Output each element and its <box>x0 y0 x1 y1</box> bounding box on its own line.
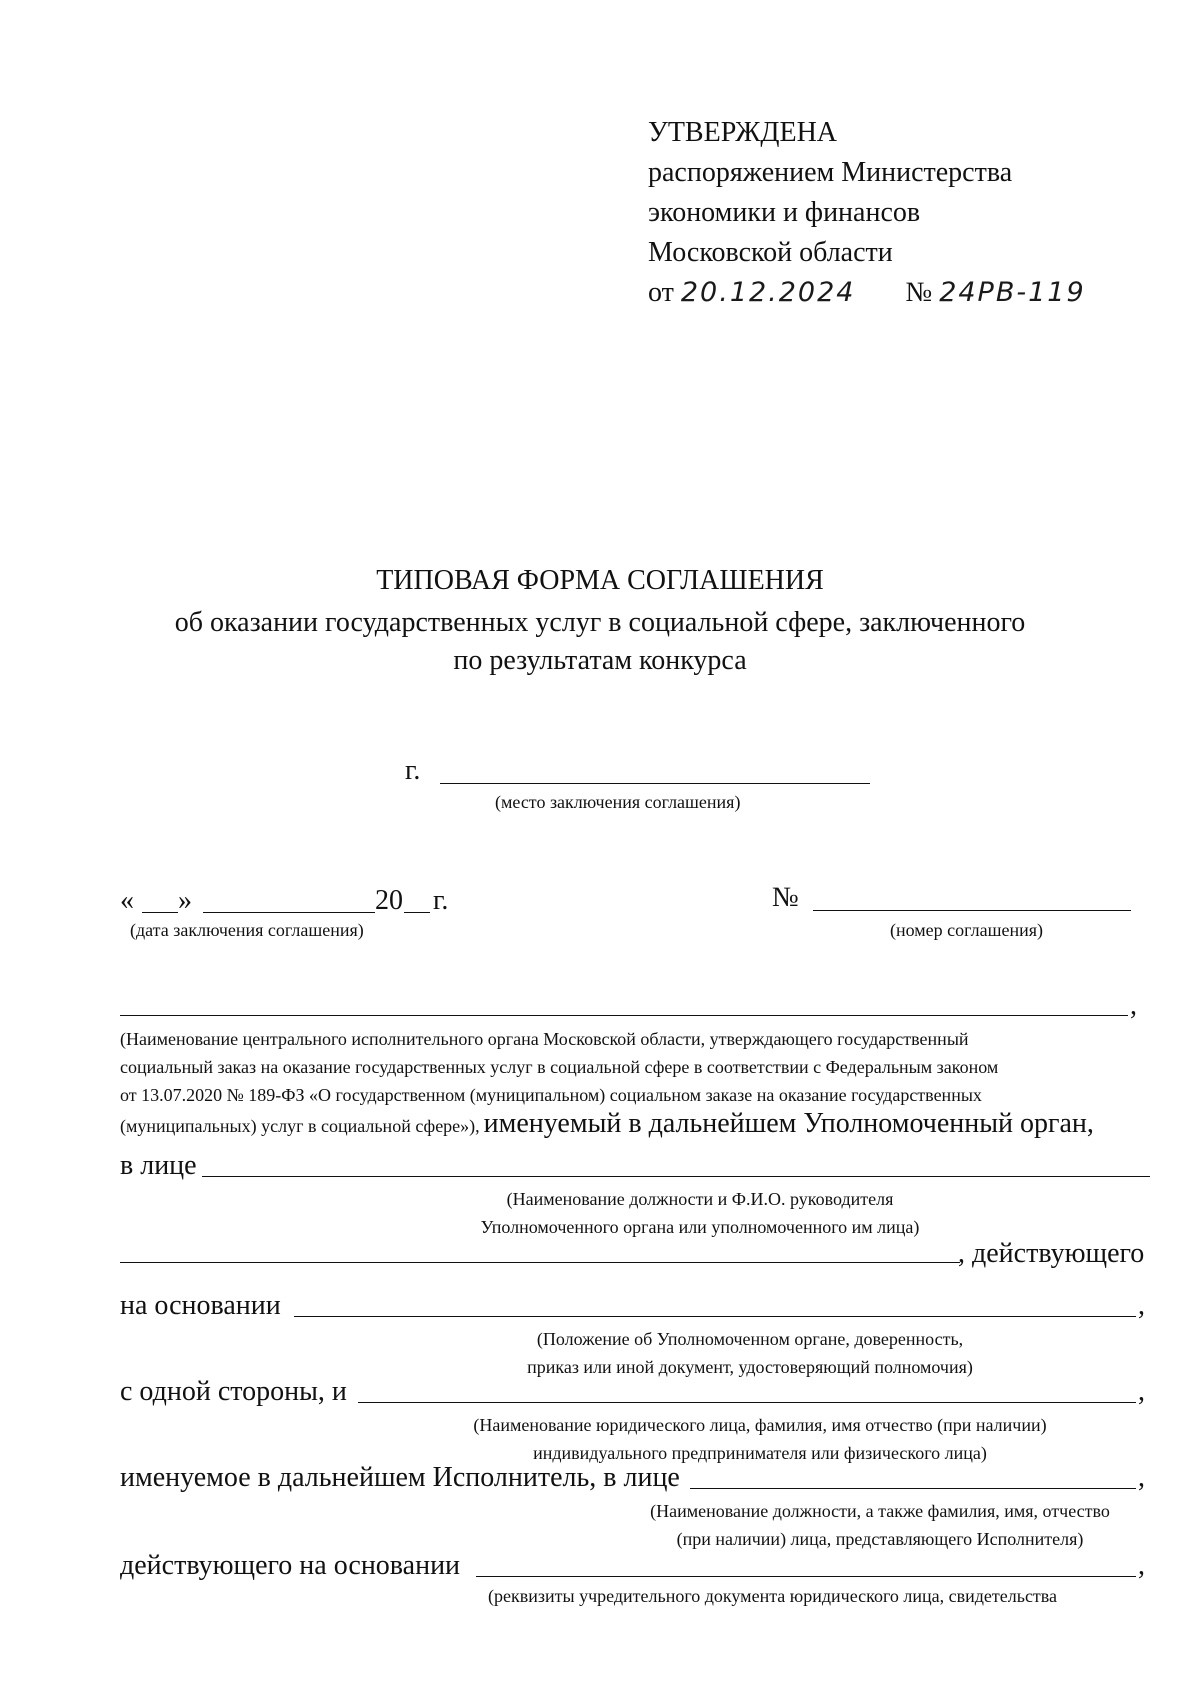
approval-heading: УТВЕРЖДЕНА <box>648 117 838 148</box>
party-note-line: (Наименование юридического лица, фамилия, имя отчество (при наличии) <box>473 1415 1047 1435</box>
handwritten-number: 24РВ-119 <box>939 277 1086 308</box>
date-open-quote: « <box>120 885 134 916</box>
basis-note <box>450 1325 1050 1381</box>
year-suffix: г. <box>433 885 449 916</box>
year-field-line[interactable] <box>404 912 430 913</box>
approval-line: распоряжением Министерства <box>648 157 1013 188</box>
v-litse-label: в лице <box>120 1150 197 1181</box>
authorized-body-text: именуемый в дальнейшем Уполномоченный орган, <box>483 1108 1094 1139</box>
comma: , <box>1130 990 1137 1021</box>
approval-date-line <box>648 273 1086 313</box>
executor-basis-field-line[interactable] <box>476 1576 1136 1577</box>
exec-note-line: (при наличии) лица, представляющего Исполнителя) <box>676 1529 1084 1549</box>
year-prefix: 20 <box>375 885 403 916</box>
acting-label: , действующего <box>958 1238 1145 1269</box>
organ-note <box>120 1025 1152 1109</box>
document-subtitle: по результатам конкурса <box>453 645 747 676</box>
one-side-label: с одной стороны, и <box>120 1376 347 1407</box>
approval-block <box>648 113 1086 313</box>
date-prefix: от <box>648 277 674 308</box>
date-close-quote: » <box>178 885 192 916</box>
docs-note: (реквизиты учредительного документа юридического лица, свидетельства <box>488 1586 1058 1606</box>
organ-note-tail: (муниципальных) услуг в социальной сфере»), <box>120 1116 480 1136</box>
party-note-line: индивидуального предпринимателя или физического лица) <box>533 1443 987 1463</box>
approval-line: экономики и финансов <box>648 197 921 228</box>
number-prefix: № <box>905 277 933 308</box>
place-caption: (место заключения соглашения) <box>495 792 741 812</box>
basis-field-line[interactable] <box>294 1316 1136 1317</box>
number-sign: № <box>772 882 799 913</box>
comma: , <box>1138 1462 1145 1493</box>
organ-note-line: от 13.07.2020 № 189-ФЗ «О государственном (муниципальном) социальном заказе на оказание государственных <box>120 1085 982 1105</box>
exec-note <box>600 1497 1160 1553</box>
comma: , <box>1138 1290 1145 1321</box>
organ-note-line: (Наименование центрального исполнительного органа Московской области, утверждающего государственный <box>120 1029 969 1049</box>
number-caption: (номер соглашения) <box>890 920 1043 940</box>
handwritten-date: 20.12.2024 <box>680 277 856 308</box>
head-name-field-line[interactable] <box>202 1176 1150 1177</box>
comma: , <box>1138 1376 1145 1407</box>
head-note <box>400 1185 1000 1241</box>
basis-note-line: (Положение об Уполномоченном органе, доверенность, <box>536 1329 964 1349</box>
acting-basis-label: действующего на основании <box>120 1550 461 1581</box>
head-note-line: (Наименование должности и Ф.И.О. руководителя <box>506 1189 894 1209</box>
document-subtitle: об оказании государственных услуг в социальной сфере, заключенного <box>174 607 1026 638</box>
organ-note-line: социальный заказ на оказание государственных услуг в социальной сфере в соответствии с Федеральным законом <box>120 1057 999 1077</box>
day-field-line[interactable] <box>142 912 178 913</box>
organ-name-field-line[interactable] <box>120 1015 1128 1016</box>
comma: , <box>1138 1550 1145 1581</box>
executor-label: именуемое в дальнейшем Исполнитель, в лице <box>120 1462 680 1493</box>
organ-note-last-line <box>120 1108 1094 1140</box>
basis-note-line: приказ или иной документ, удостоверяющий полномочия) <box>527 1357 973 1377</box>
document-title: ТИПОВАЯ ФОРМА СОГЛАШЕНИЯ <box>376 565 824 596</box>
place-field-line[interactable] <box>440 783 870 784</box>
executor-representative-field-line[interactable] <box>690 1488 1136 1489</box>
head-note-line: Уполномоченного органа или уполномоченного им лица) <box>480 1217 920 1237</box>
date-caption: (дата заключения соглашения) <box>130 920 364 940</box>
on-basis-label: на основании <box>120 1290 281 1321</box>
exec-note-line: (Наименование должности, а также фамилия, имя, отчество <box>650 1501 1110 1521</box>
city-prefix: г. <box>405 755 421 786</box>
executor-name-field-line[interactable] <box>358 1402 1136 1403</box>
agreement-number-field-line[interactable] <box>813 910 1131 911</box>
head-name-continue-line[interactable] <box>120 1262 960 1263</box>
approval-line: Московской области <box>648 237 893 268</box>
month-field-line[interactable] <box>203 912 375 913</box>
party-note <box>400 1411 1120 1467</box>
